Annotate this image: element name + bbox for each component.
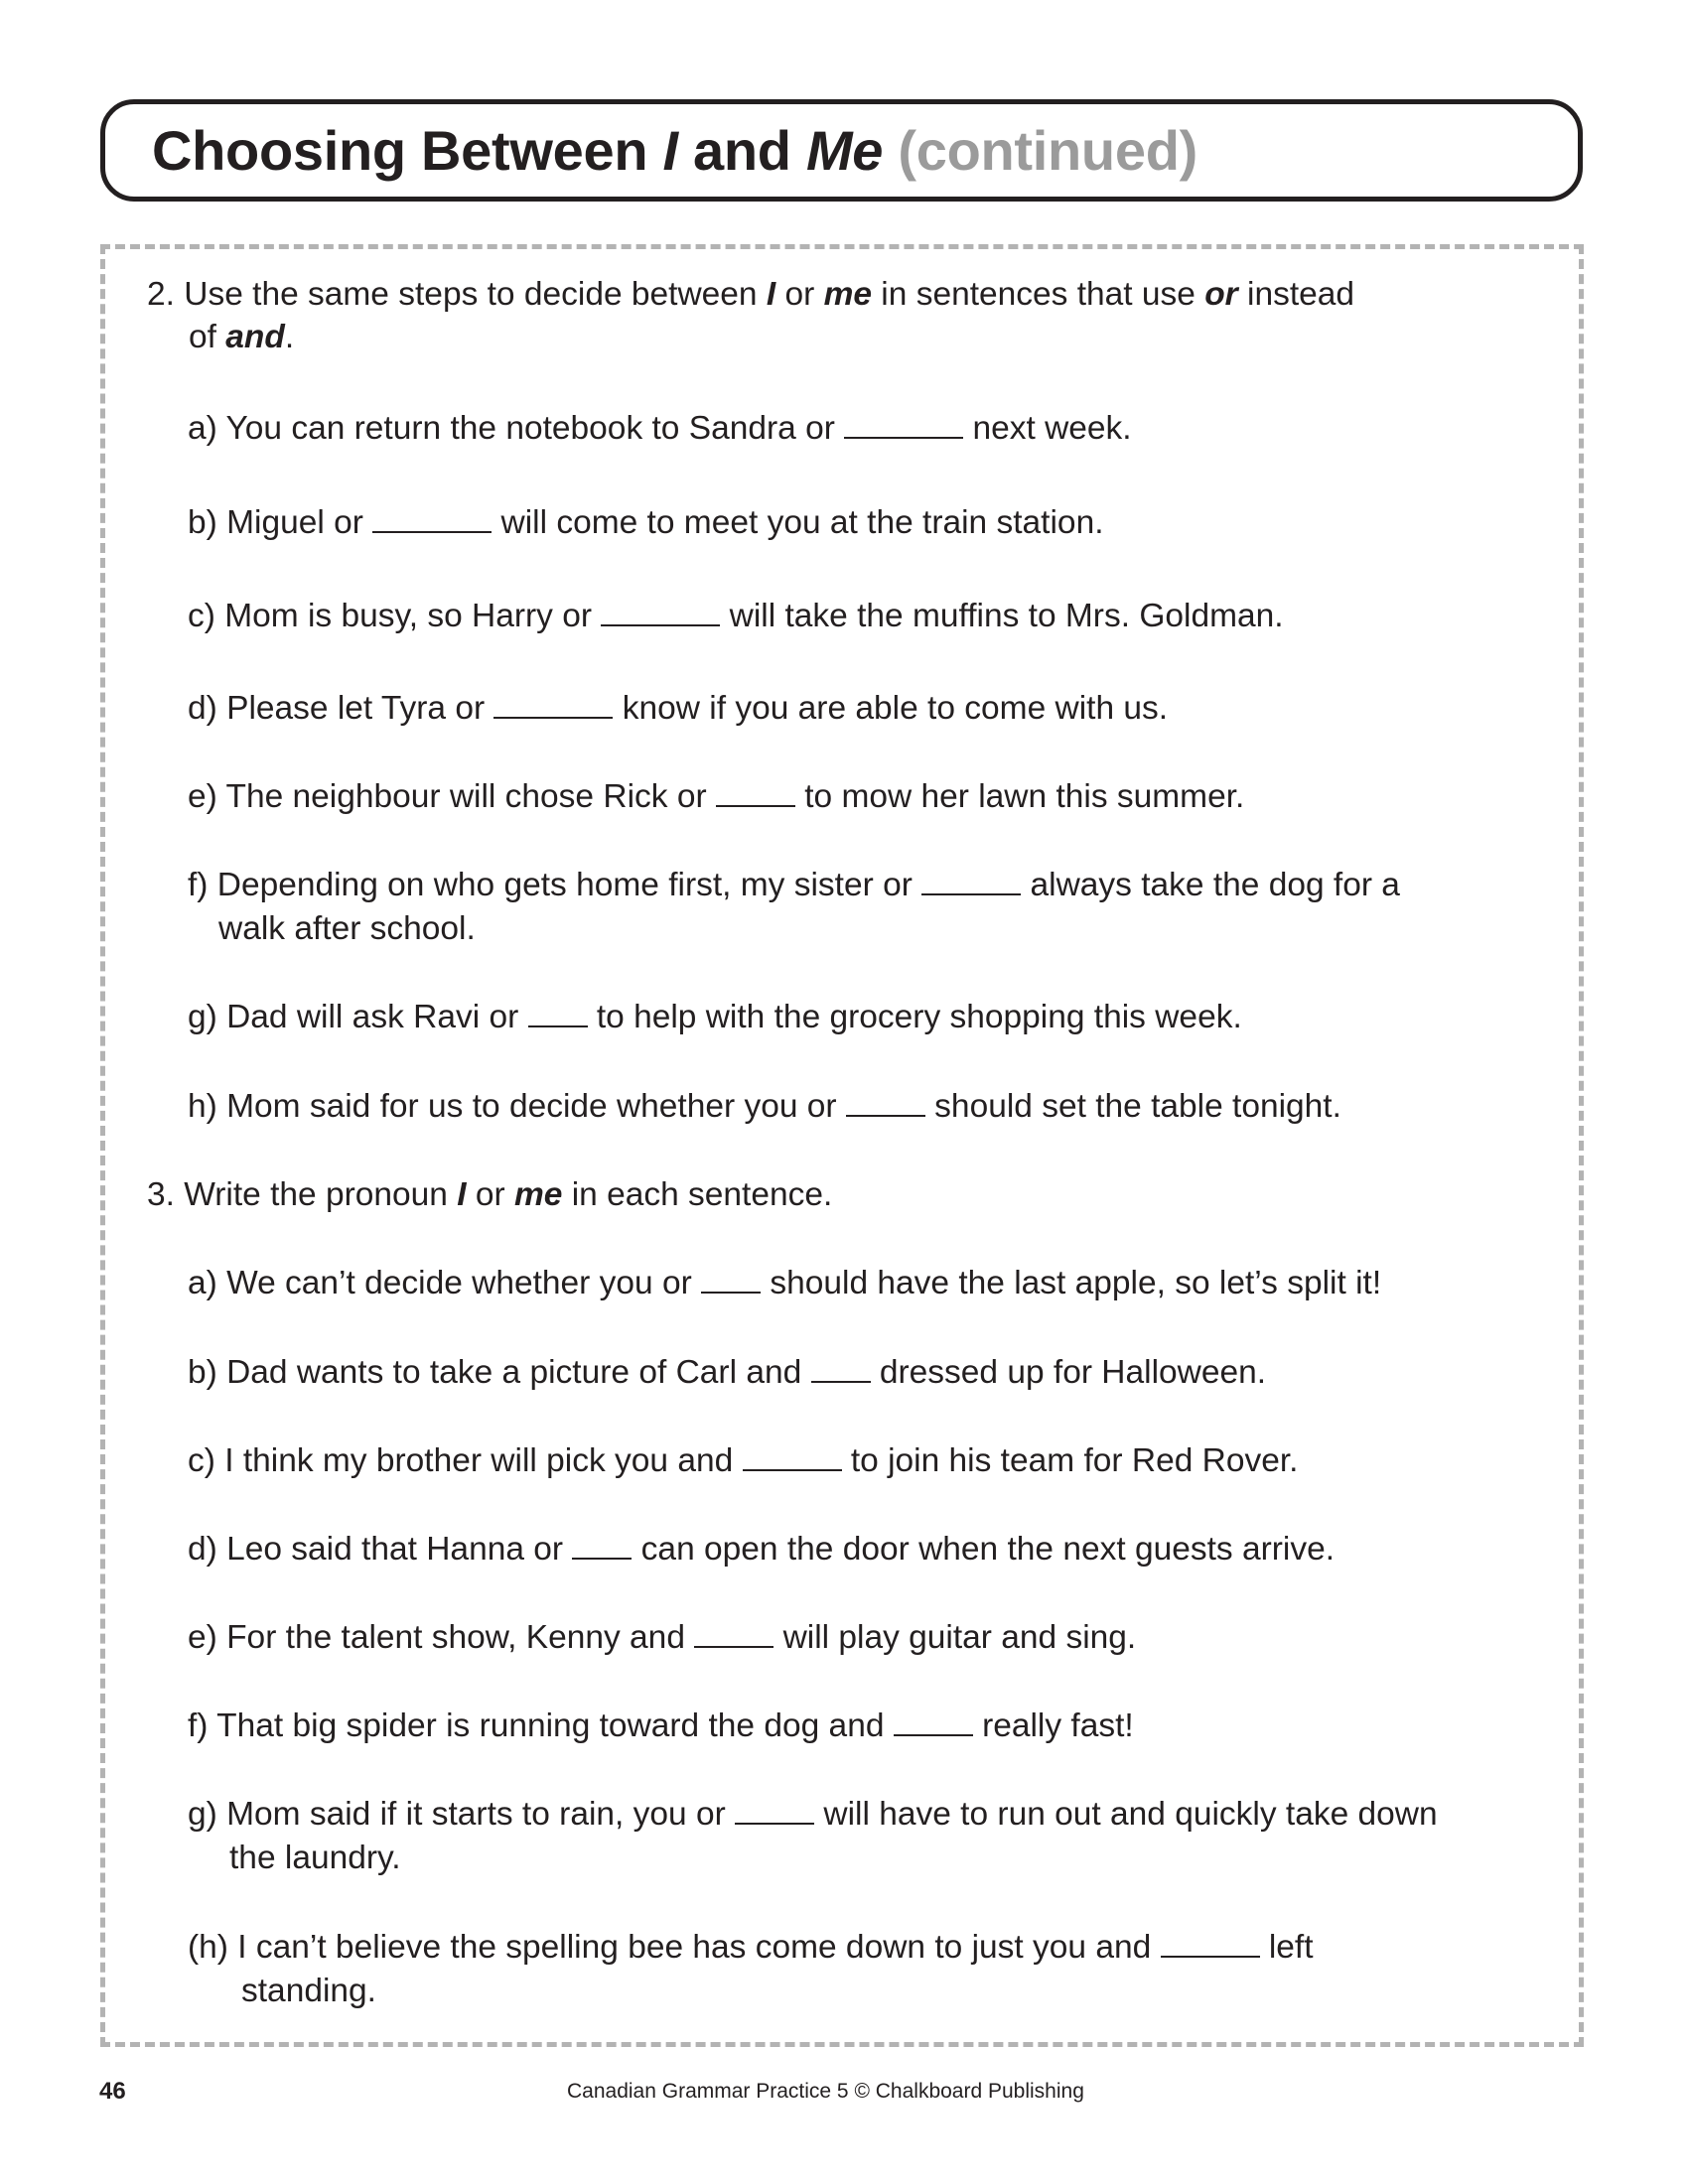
q2-f-pre: f) Depending on who gets home first, my sister or [188, 867, 922, 903]
q3-item-h [188, 1926, 1314, 1970]
q2-d-post: know if you are able to come with us. [613, 690, 1169, 727]
q2-b-post: will come to meet you at the train station. [492, 504, 1104, 541]
title-box [100, 99, 1583, 202]
q2-item-g [188, 996, 1242, 1039]
q3-item-f [188, 1705, 1134, 1748]
answer-blank[interactable] [811, 1355, 871, 1383]
answer-blank[interactable] [372, 505, 492, 533]
q2-a-pre: a) You can return the notebook to Sandra or [188, 410, 845, 447]
answer-blank[interactable] [601, 599, 720, 626]
answer-blank[interactable] [493, 691, 613, 719]
q2-c-post: will take the muffins to Mrs. Goldman. [720, 598, 1284, 634]
q2-g-pre: g) Dad will ask Ravi or [188, 999, 528, 1035]
q3-item-d [188, 1528, 1335, 1571]
footer-credit: Canadian Grammar Practice 5 © Chalkboard Publishing [567, 2080, 1084, 2103]
q2-instr-i: I [766, 276, 776, 313]
q3-item-g [188, 1793, 1438, 1837]
q3-g-post: will have to run out and quickly take down [814, 1796, 1438, 1833]
q3-instruction [147, 1173, 832, 1217]
q3-item-a [188, 1262, 1381, 1305]
q3-number: 3. [147, 1176, 175, 1213]
q3-a-post: should have the last apple, so let’s split it! [761, 1265, 1382, 1301]
q3-item-b [188, 1351, 1266, 1395]
q2-instruction-line1 [147, 273, 1354, 317]
q2-item-a [188, 407, 1132, 451]
q3-h-pre: (h) I can’t believe the spelling bee has come down to just you and [188, 1929, 1161, 1966]
page-number: 46 [99, 2078, 126, 2105]
q2-g-post: to help with the grocery shopping this week. [587, 999, 1242, 1035]
page-title [152, 118, 1197, 183]
q2-instr-text: Use the same steps to decide between [184, 276, 767, 313]
answer-blank[interactable] [701, 1266, 761, 1294]
answer-blank[interactable] [846, 1089, 925, 1117]
q2-instr-or: or [775, 276, 824, 313]
q3-item-h-continuation: standing. [241, 1973, 376, 2009]
q2-item-d [188, 687, 1168, 731]
q2-c-pre: c) Mom is busy, so Harry or [188, 598, 602, 634]
q3-g-pre: g) Mom said if it starts to rain, you or [188, 1796, 736, 1833]
q3-item-g-continuation: the laundry. [229, 1840, 401, 1876]
q3-h-post: left [1259, 1929, 1314, 1966]
q2-item-h [188, 1085, 1341, 1129]
q3-instr-i: I [457, 1176, 467, 1213]
answer-blank[interactable] [921, 868, 1021, 895]
q2-item-c [188, 595, 1284, 638]
answer-blank[interactable] [528, 1000, 588, 1027]
q2-d-pre: d) Please let Tyra or [188, 690, 494, 727]
q2-h-pre: h) Mom said for us to decide whether you or [188, 1088, 846, 1125]
q2-instr-period: . [284, 319, 295, 355]
q3-b-post: dressed up for Halloween. [870, 1354, 1267, 1391]
q3-instr-or: or [466, 1176, 514, 1213]
q3-d-post: can open the door when the next guests arrive. [632, 1531, 1336, 1568]
answer-blank[interactable] [894, 1708, 973, 1736]
q3-f-post: really fast! [972, 1707, 1134, 1744]
title-text-i: I [662, 119, 678, 182]
title-text-me: Me [805, 119, 884, 182]
q2-instr-or-emph: or [1204, 276, 1238, 313]
answer-blank[interactable] [716, 779, 795, 807]
q3-d-pre: d) Leo said that Hanna or [188, 1531, 573, 1568]
title-continued: (continued) [883, 119, 1197, 182]
answer-blank[interactable] [694, 1620, 774, 1648]
q3-c-post: to join his team for Red Rover. [841, 1442, 1299, 1479]
q2-instr-me: me [823, 276, 872, 313]
answer-blank[interactable] [844, 411, 963, 439]
answer-blank[interactable] [743, 1443, 842, 1471]
q2-instr-text-3: instead [1237, 276, 1355, 313]
q3-item-c [188, 1439, 1298, 1483]
q2-item-f-continuation: walk after school. [218, 910, 476, 947]
q3-f-pre: f) That big spider is running toward the dog and [188, 1707, 894, 1744]
q3-c-pre: c) I think my brother will pick you and [188, 1442, 743, 1479]
answer-blank[interactable] [1161, 1930, 1260, 1958]
q3-instr-text: Write the pronoun [184, 1176, 458, 1213]
q2-h-post: should set the table tonight. [924, 1088, 1341, 1125]
q2-instruction-line2 [189, 316, 294, 359]
title-text-and: and [677, 119, 806, 182]
q3-b-pre: b) Dad wants to take a picture of Carl and [188, 1354, 811, 1391]
q2-item-e [188, 775, 1244, 819]
q2-a-post: next week. [963, 410, 1132, 447]
q2-e-post: to mow her lawn this summer. [794, 778, 1245, 815]
answer-blank[interactable] [735, 1797, 814, 1825]
q3-instr-text-2: in each sentence. [562, 1176, 833, 1213]
q2-e-pre: e) The neighbour will chose Rick or [188, 778, 716, 815]
q2-instr-of: of [189, 319, 226, 355]
q3-e-post: will play guitar and sing. [774, 1619, 1137, 1656]
q2-f-post: always take the dog for a [1021, 867, 1400, 903]
q2-instr-and: and [225, 319, 285, 355]
q3-item-e [188, 1616, 1136, 1660]
q2-b-pre: b) Miguel or [188, 504, 373, 541]
q3-a-pre: a) We can’t decide whether you or [188, 1265, 702, 1301]
q3-instr-me: me [513, 1176, 563, 1213]
q2-number: 2. [147, 276, 175, 313]
q2-instr-text-2: in sentences that use [872, 276, 1205, 313]
q2-item-f [188, 864, 1400, 907]
answer-blank[interactable] [572, 1532, 632, 1560]
q2-item-b [188, 501, 1104, 545]
q3-e-pre: e) For the talent show, Kenny and [188, 1619, 695, 1656]
title-text-1: Choosing Between [152, 119, 663, 182]
